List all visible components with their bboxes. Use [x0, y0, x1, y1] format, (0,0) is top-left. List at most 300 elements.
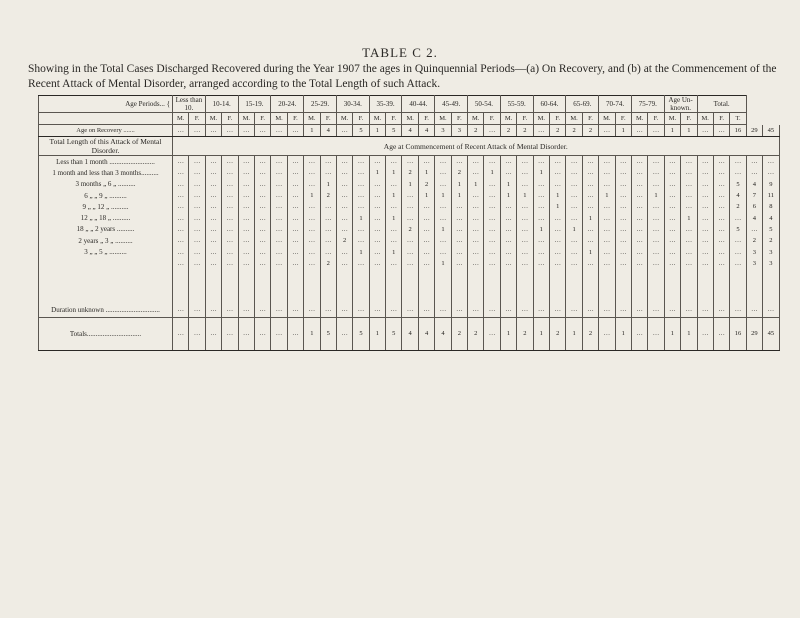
empty-cell [730, 292, 746, 303]
data-cell: … [222, 156, 238, 168]
empty-cell [320, 269, 336, 280]
data-cell: … [336, 224, 352, 235]
data-cell: … [648, 125, 664, 137]
data-cell: … [631, 156, 647, 168]
data-cell: … [238, 156, 254, 168]
data-cell: … [238, 190, 254, 201]
data-cell: … [173, 190, 189, 201]
data-cell: … [713, 258, 729, 269]
empty-cell [287, 292, 303, 303]
data-cell: 5 [353, 125, 369, 137]
data-cell: … [451, 246, 467, 257]
data-cell: … [320, 212, 336, 223]
data-cell: … [468, 224, 484, 235]
empty-cell [418, 269, 434, 280]
data-cell: … [517, 212, 533, 223]
data-cell: … [615, 190, 631, 201]
data-cell: … [713, 224, 729, 235]
empty-cell [353, 269, 369, 280]
data-cell: … [435, 167, 451, 178]
data-cell: … [205, 179, 221, 190]
data-cell: … [173, 167, 189, 178]
empty-cell [615, 292, 631, 303]
data-cell: … [205, 246, 221, 257]
data-cell: … [336, 179, 352, 190]
data-cell: … [713, 235, 729, 246]
total-sex-header: T. [730, 113, 746, 125]
data-cell: … [550, 179, 566, 190]
empty-cell [468, 269, 484, 280]
spacer-row [39, 269, 780, 280]
data-cell: 2 [582, 125, 598, 137]
data-cell: … [271, 201, 287, 212]
empty-cell [697, 280, 713, 291]
data-cell: … [254, 303, 270, 318]
data-cell: … [205, 156, 221, 168]
data-cell: … [287, 303, 303, 318]
data-cell: … [451, 212, 467, 223]
empty-cell [386, 280, 402, 291]
data-cell: … [254, 156, 270, 168]
empty-cell [550, 292, 566, 303]
data-cell: 1 [451, 190, 467, 201]
empty-cell [435, 280, 451, 291]
data-cell: 29 [746, 125, 762, 137]
data-cell: … [517, 246, 533, 257]
data-cell: … [615, 167, 631, 178]
data-cell: … [189, 303, 205, 318]
data-cell: … [681, 190, 697, 201]
data-cell: … [451, 235, 467, 246]
data-cell: … [746, 156, 762, 168]
data-cell: … [402, 303, 418, 318]
data-cell: … [631, 303, 647, 318]
data-cell: … [631, 201, 647, 212]
data-cell: 1 [353, 246, 369, 257]
empty-cell [435, 292, 451, 303]
data-cell: … [173, 156, 189, 168]
row-label: 3 „ „ 5 „ .......... [39, 246, 173, 257]
data-cell: … [287, 317, 303, 350]
data-cell: … [730, 156, 746, 168]
age-group-label: 70-74. [606, 100, 625, 108]
empty-cell [304, 280, 320, 291]
data-cell: 1 [435, 190, 451, 201]
data-cell: … [304, 156, 320, 168]
empty-cell [304, 292, 320, 303]
data-cell: … [173, 303, 189, 318]
data-cell: … [517, 224, 533, 235]
data-cell: … [435, 179, 451, 190]
data-cell: … [205, 212, 221, 223]
attack-length-caption: Total Length of this Attack of Mental Disorder. [39, 137, 173, 156]
total-header [697, 96, 746, 113]
data-cell: … [287, 246, 303, 257]
age-group-label: Age Un-known. [668, 96, 693, 112]
sex-female-header: F. [254, 113, 270, 125]
spacer-row [39, 280, 780, 291]
age-group-header [500, 96, 533, 113]
data-cell: … [599, 212, 615, 223]
data-cell: … [271, 167, 287, 178]
age-periods-label: Age Periods... { [39, 96, 173, 113]
data-cell: … [664, 156, 680, 168]
data-cell: 3 [763, 258, 779, 269]
data-cell: … [205, 258, 221, 269]
data-cell: … [189, 156, 205, 168]
data-cell: 2 [451, 167, 467, 178]
table-row [39, 190, 780, 201]
data-cell: … [631, 212, 647, 223]
empty-cell [189, 280, 205, 291]
empty-cell [468, 280, 484, 291]
data-cell: … [353, 224, 369, 235]
empty-cell [39, 292, 173, 303]
data-cell: … [402, 246, 418, 257]
data-cell: … [599, 224, 615, 235]
sex-male-header: M. [369, 113, 385, 125]
data-cell: … [664, 190, 680, 201]
data-cell: 2 [336, 235, 352, 246]
data-cell: … [353, 167, 369, 178]
data-cell: … [533, 190, 549, 201]
data-cell: … [484, 317, 500, 350]
data-cell: … [566, 235, 582, 246]
data-cell: … [402, 201, 418, 212]
data-cell: 2 [320, 190, 336, 201]
data-cell: … [746, 303, 762, 318]
sex-male-header: M. [500, 113, 516, 125]
table-row [39, 246, 780, 257]
data-cell: … [254, 224, 270, 235]
data-cell: … [238, 235, 254, 246]
data-cell: … [205, 303, 221, 318]
sex-male-header: M. [173, 113, 189, 125]
empty-cell [39, 280, 173, 291]
data-cell: … [205, 235, 221, 246]
data-cell: … [582, 156, 598, 168]
data-cell: … [222, 235, 238, 246]
data-cell: … [304, 246, 320, 257]
data-cell: … [353, 179, 369, 190]
empty-cell [500, 269, 516, 280]
empty-cell [254, 280, 270, 291]
sex-female-header: F. [681, 113, 697, 125]
data-cell: … [681, 235, 697, 246]
data-cell: 2 [763, 235, 779, 246]
empty-cell [402, 292, 418, 303]
data-cell: … [336, 258, 352, 269]
data-cell: 5 [386, 317, 402, 350]
data-cell: … [189, 317, 205, 350]
data-cell: … [468, 201, 484, 212]
empty-cell [451, 280, 467, 291]
data-cell: … [205, 201, 221, 212]
data-cell: … [582, 224, 598, 235]
data-cell: 7 [746, 190, 762, 201]
data-cell: … [287, 156, 303, 168]
sex-female-header: F. [320, 113, 336, 125]
data-cell: 1 [500, 190, 516, 201]
data-cell: 4 [320, 125, 336, 137]
data-cell: … [271, 156, 287, 168]
age-group-header [631, 96, 664, 113]
row-label: 18 „ „ 2 years .......... [39, 224, 173, 235]
data-cell: … [353, 235, 369, 246]
data-cell: … [550, 303, 566, 318]
data-cell: … [730, 246, 746, 257]
data-cell: … [582, 258, 598, 269]
data-cell: … [369, 201, 385, 212]
empty-cell [451, 269, 467, 280]
empty-cell [746, 292, 762, 303]
sex-male-header: M. [533, 113, 549, 125]
data-cell: … [713, 190, 729, 201]
data-cell: … [631, 258, 647, 269]
data-cell: … [287, 167, 303, 178]
age-group-header [599, 96, 632, 113]
data-cell: … [681, 167, 697, 178]
data-cell: 1 [451, 179, 467, 190]
empty-cell [746, 269, 762, 280]
data-cell: … [631, 317, 647, 350]
data-cell: … [615, 224, 631, 235]
data-cell: … [615, 179, 631, 190]
age-group-label: 60-64. [540, 100, 559, 108]
data-cell: … [369, 224, 385, 235]
empty-cell [566, 292, 582, 303]
data-cell: … [304, 212, 320, 223]
data-cell: 4 [418, 125, 434, 137]
sex-female-header: F. [582, 113, 598, 125]
data-cell: 1 [386, 246, 402, 257]
empty-cell [500, 292, 516, 303]
data-cell: 1 [533, 224, 549, 235]
data-cell: … [254, 125, 270, 137]
data-cell: … [648, 201, 664, 212]
data-cell: 4 [763, 212, 779, 223]
data-cell: … [271, 303, 287, 318]
empty-cell [320, 292, 336, 303]
data-cell: 2 [517, 317, 533, 350]
empty-cell [763, 280, 779, 291]
age-group-header [304, 96, 337, 113]
data-cell: … [550, 156, 566, 168]
data-cell: … [222, 190, 238, 201]
data-cell: … [681, 258, 697, 269]
data-cell: 1 [484, 167, 500, 178]
data-cell: … [533, 235, 549, 246]
data-cell: 1 [550, 190, 566, 201]
empty-cell [599, 280, 615, 291]
data-cell: … [664, 224, 680, 235]
table-row [39, 212, 780, 223]
empty-cell [599, 269, 615, 280]
data-cell: 2 [402, 167, 418, 178]
data-cell: … [484, 212, 500, 223]
empty-cell [713, 280, 729, 291]
data-cell: … [533, 179, 549, 190]
data-cell: … [500, 246, 516, 257]
data-cell: … [713, 167, 729, 178]
data-cell: … [238, 258, 254, 269]
data-cell: … [418, 258, 434, 269]
data-cell: … [238, 167, 254, 178]
data-cell: … [533, 156, 549, 168]
age-group-label: 55-59. [507, 100, 526, 108]
age-group-header [402, 96, 435, 113]
data-cell: … [599, 156, 615, 168]
empty-cell [320, 280, 336, 291]
sex-female-header: F. [386, 113, 402, 125]
data-cell: … [435, 303, 451, 318]
data-cell: … [254, 235, 270, 246]
data-cell: … [418, 201, 434, 212]
data-cell: … [254, 258, 270, 269]
data-cell: … [713, 212, 729, 223]
data-cell: … [304, 224, 320, 235]
empty-cell [287, 280, 303, 291]
row-label [39, 258, 173, 269]
row-label: Less than 1 month .......................... [39, 156, 173, 168]
empty-cell [763, 269, 779, 280]
sex-male-header: M. [336, 113, 352, 125]
data-cell: … [664, 303, 680, 318]
data-cell: … [435, 201, 451, 212]
data-cell: … [402, 190, 418, 201]
data-cell: … [451, 258, 467, 269]
data-cell: 4 [746, 212, 762, 223]
data-cell: … [336, 156, 352, 168]
empty-cell [681, 280, 697, 291]
sex-female-header: F. [451, 113, 467, 125]
empty-cell [648, 280, 664, 291]
data-cell: … [550, 258, 566, 269]
age-group-header [468, 96, 501, 113]
data-cell: … [287, 258, 303, 269]
empty-cell [599, 292, 615, 303]
empty-cell [173, 280, 189, 291]
empty-cell [369, 280, 385, 291]
table-row [39, 156, 780, 168]
data-cell: … [730, 235, 746, 246]
data-cell: … [271, 190, 287, 201]
data-cell: … [205, 167, 221, 178]
empty-cell [304, 269, 320, 280]
empty-cell [484, 292, 500, 303]
empty-cell [566, 280, 582, 291]
data-cell: … [189, 201, 205, 212]
data-cell: … [550, 224, 566, 235]
sex-male-header: M. [304, 113, 320, 125]
data-cell: … [222, 317, 238, 350]
data-cell: 4 [402, 125, 418, 137]
data-cell: 3 [746, 258, 762, 269]
row-label: 12 „ „ 18 „ .......... [39, 212, 173, 223]
age-group-header [238, 96, 271, 113]
data-cell: … [500, 303, 516, 318]
age-group-label: 30-34. [343, 100, 362, 108]
data-cell: … [566, 190, 582, 201]
total-sex-header: M. [697, 113, 713, 125]
data-cell: … [746, 167, 762, 178]
empty-cell [713, 292, 729, 303]
data-cell: 5 [730, 224, 746, 235]
data-cell: … [599, 317, 615, 350]
empty-cell [386, 292, 402, 303]
data-cell: … [369, 246, 385, 257]
data-cell: … [468, 156, 484, 168]
empty-cell [730, 280, 746, 291]
data-cell: … [468, 303, 484, 318]
data-cell: … [451, 156, 467, 168]
data-cell: … [418, 212, 434, 223]
data-cell: 5 [386, 125, 402, 137]
data-cell: 2 [500, 125, 516, 137]
data-cell: … [648, 258, 664, 269]
duration-unknown-row [39, 303, 780, 318]
data-cell: … [730, 303, 746, 318]
data-cell: … [713, 201, 729, 212]
data-cell: … [451, 201, 467, 212]
empty-cell [336, 269, 352, 280]
data-cell: … [173, 224, 189, 235]
data-cell: … [271, 235, 287, 246]
empty-cell [336, 280, 352, 291]
data-cell: … [697, 156, 713, 168]
empty-cell [631, 292, 647, 303]
data-cell: 3 [763, 246, 779, 257]
data-cell: … [713, 246, 729, 257]
data-cell: … [386, 235, 402, 246]
data-cell: … [287, 125, 303, 137]
data-cell: … [681, 179, 697, 190]
data-cell: 45 [763, 317, 779, 350]
data-cell: … [550, 235, 566, 246]
data-cell: … [287, 235, 303, 246]
row-label: 6 „ „ 9 „ .......... [39, 190, 173, 201]
data-cell: … [189, 190, 205, 201]
empty-cell [648, 292, 664, 303]
empty-cell [681, 269, 697, 280]
data-cell: … [763, 156, 779, 168]
data-cell: … [173, 179, 189, 190]
data-cell: … [173, 235, 189, 246]
empty-cell [582, 280, 598, 291]
empty-cell [287, 269, 303, 280]
data-cell: 1 [681, 125, 697, 137]
data-cell: … [713, 156, 729, 168]
age-group-header [664, 96, 697, 113]
data-cell: … [615, 235, 631, 246]
table-row [39, 258, 780, 269]
age-group-label: 50-54. [474, 100, 493, 108]
data-cell: … [402, 156, 418, 168]
age-group-label: 20-24. [278, 100, 297, 108]
data-cell: … [386, 156, 402, 168]
data-cell: … [386, 201, 402, 212]
data-cell: … [746, 224, 762, 235]
data-cell: … [484, 224, 500, 235]
data-cell: … [599, 125, 615, 137]
data-cell: … [287, 179, 303, 190]
data-cell: … [320, 156, 336, 168]
data-cell: 1 [566, 317, 582, 350]
data-cell: … [615, 258, 631, 269]
data-cell: … [353, 201, 369, 212]
age-group-header [533, 96, 566, 113]
data-cell: … [271, 317, 287, 350]
